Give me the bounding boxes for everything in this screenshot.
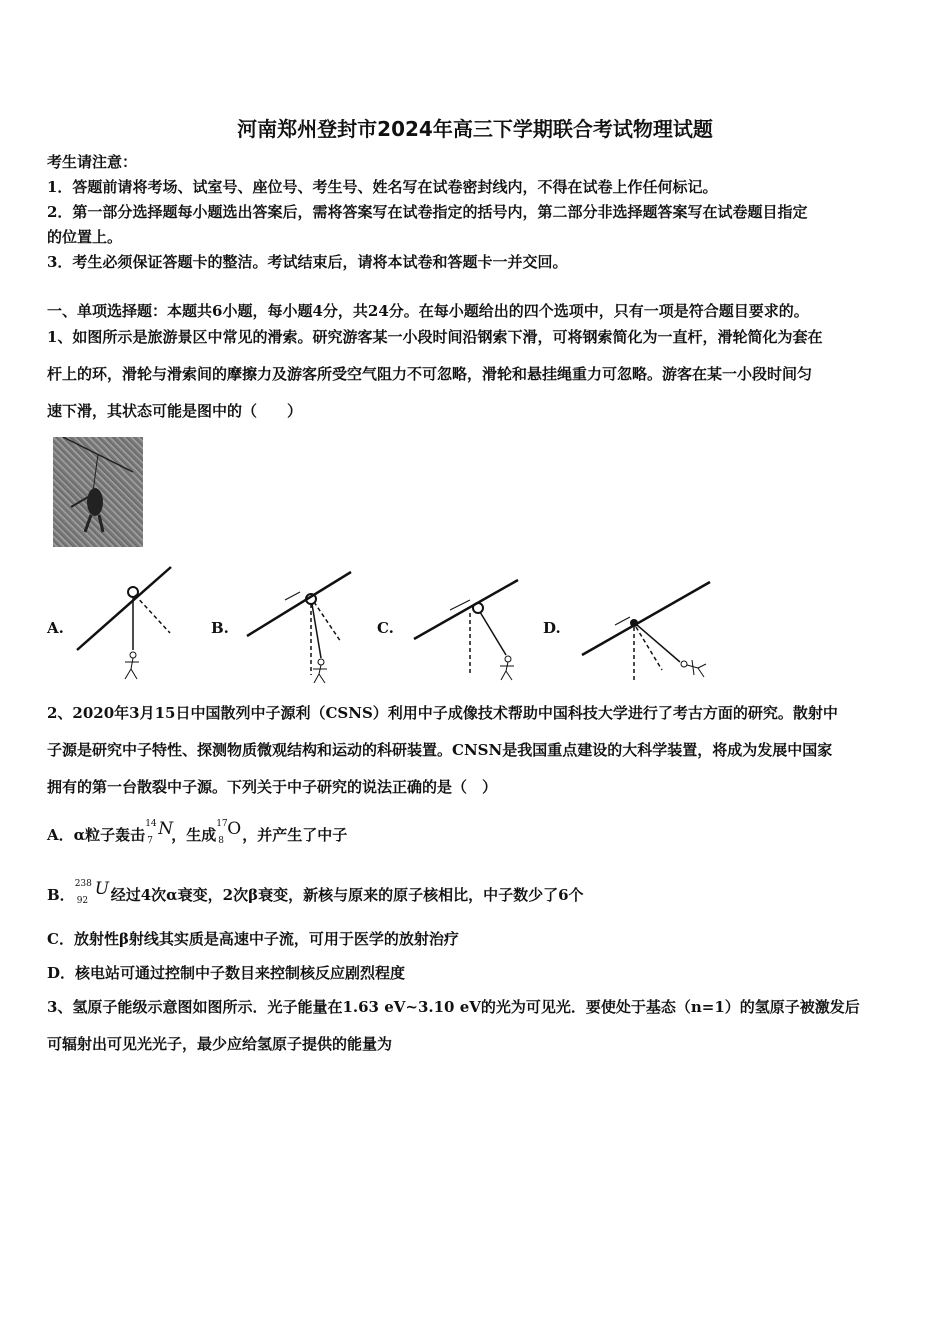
question-2-option-d: D．核电站可通过控制中子数目来控制核反应剧烈程度 (47, 964, 406, 982)
question-2-text: 2、2020年3月15日中国散列中子源利（CSNS）利用中子成像技术帮助中国科技大学进行了考古方面的研究。散射中 (47, 704, 838, 722)
question-3-text: 可辐射出可见光光子，最少应给氢原子提供的能量为 (47, 1035, 393, 1053)
section-heading: 一、单项选择题：本题共6小题，每小题4分，共24分。在每小题给出的四个选项中，只有一项是符合题目要求的。 (47, 302, 809, 320)
oxygen-17-isotope: 17 8 O (216, 819, 242, 846)
notice-item: 1．答题前请将考场、试室号、座位号、考生号、姓名写在试卷密封线内，不得在试卷上作任何标记。 (47, 178, 718, 196)
nitrogen-14-isotope: 14 7 N (145, 819, 174, 846)
page-title: 河南郑州登封市2024年高三下学期联合考试物理试题 (237, 117, 713, 141)
notice-item: 的位置上。 (47, 228, 123, 246)
question-1-text: 杆上的环，滑轮与滑索间的摩擦力及游客所受空气阻力不可忽略，滑轮和悬挂绳重力可忽略。游客在某一小段时间匀 (47, 365, 813, 383)
zipline-photo (53, 437, 143, 547)
question-2-text: 拥有的第一台散裂中子源。下列关于中子研究的说法正确的是（ ） (47, 778, 498, 796)
uranium-238-isotope: 238 92 U (74, 879, 110, 906)
question-2-option-c: C．放射性β射线其实质是高速中子流，可用于医学的放射治疗 (47, 930, 459, 948)
question-1-text: 1、如图所示是旅游景区中常见的滑索。研究游客某一小段时间沿钢索下滑，可将钢索简化为一直杆，滑轮简化为套在 (47, 328, 823, 346)
notice-heading: 考生请注意： (47, 153, 138, 171)
option-a-diagram (75, 565, 175, 685)
question-2-option-a: A．α粒子轰击 14 7 N ，生成 17 8 O ，并产生了中子 (47, 819, 348, 846)
question-3-text: 3、氢原子能级示意图如图所示．光子能量在1.63 eV~3.10 eV的光为可见光．要使处于基态（n=1）的氢原子被激发后 (47, 998, 860, 1016)
question-2-text: 子源是研究中子特性、探测物质微观结构和运动的科研装置。CNSN是我国重点建设的大科学装置，将成为发展中国家 (47, 741, 833, 759)
option-d-label: D. (543, 619, 561, 637)
question-1-text: 速下滑，其状态可能是图中的（ ） (47, 402, 303, 420)
option-c-label: C. (377, 619, 394, 637)
question-2-option-b: B． 238 92 U 经过4次α衰变，2次β衰变，新核与原来的原子核相比，中子数少了6个 (47, 879, 584, 906)
notice-item: 2．第一部分选择题每小题选出答案后，需将答案写在试卷指定的括号内，第二部分非选择题答案写在试卷题目指定 (47, 203, 808, 221)
option-a-label: A. (47, 619, 64, 637)
option-b-label: B. (211, 619, 229, 637)
notice-item: 3．考生必须保证答题卡的整洁。考试结束后，请将本试卷和答题卡一并交回。 (47, 253, 568, 271)
